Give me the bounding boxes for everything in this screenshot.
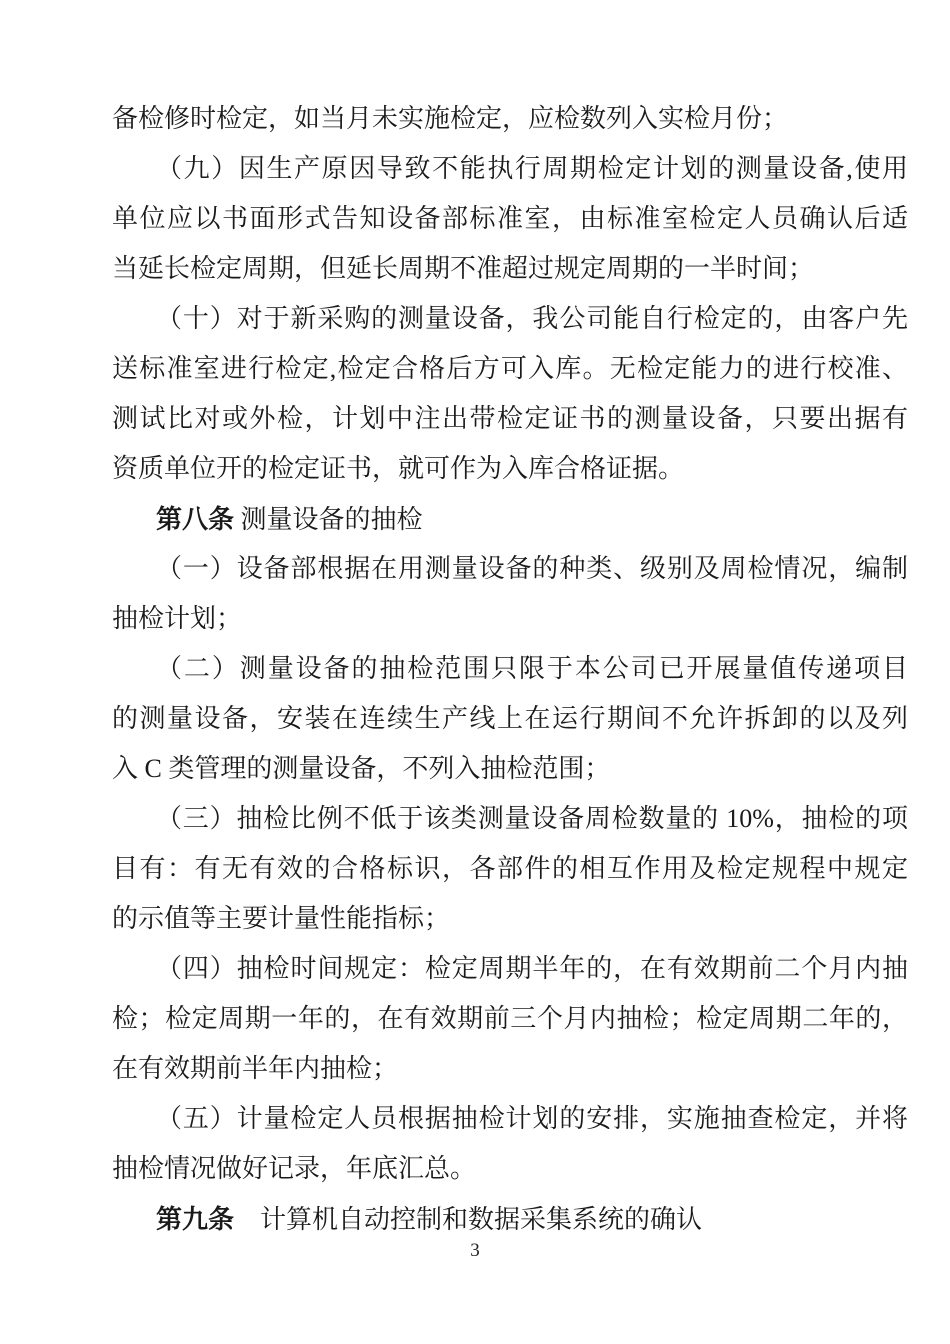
text-line: [112, 594, 908, 644]
line-text: 单位应以书面形式告知设备部标准室，由标准室检定人员确认后适: [112, 204, 908, 233]
line-text: （二）测量设备的抽检范围只限于本公司已开展量值传递项目: [156, 654, 908, 683]
line-text: 入 C 类管理的测量设备，不列入抽检范围；: [112, 754, 611, 783]
text-line: [112, 944, 908, 994]
text-line: [112, 444, 908, 494]
line-text: 计算机自动控制和数据采集系统的确认: [234, 1205, 703, 1234]
line-text: 抽检情况做好记录，年底汇总。: [112, 1154, 477, 1183]
line-text: （十）对于新采购的测量设备，我公司能自行检定的，由客户先: [156, 304, 908, 333]
line-text: 在有效期前半年内抽检；: [112, 1054, 399, 1083]
line-text: 测量设备的抽检: [234, 505, 423, 534]
text-line: [112, 894, 908, 944]
line-text: 备检修时检定，如当月未实施检定，应检数列入实检月份；: [112, 104, 789, 133]
text-line: [112, 544, 908, 594]
text-line: [112, 194, 908, 244]
line-text: 送标准室进行检定,检定合格后方可入库。无检定能力的进行校准、: [112, 354, 908, 383]
line-text: 目有：有无有效的合格标识，各部件的相互作用及检定规程中规定: [112, 854, 908, 883]
article-number-bold: 第九条: [156, 1204, 235, 1234]
line-text: 资质单位开的检定证书，就可作为入库合格证据。: [112, 454, 685, 483]
text-line: [112, 344, 908, 394]
line-text: 测试比对或外检，计划中注出带检定证书的测量设备，只要出据有: [112, 404, 908, 433]
line-text: 抽检计划；: [112, 604, 243, 633]
text-line: [112, 994, 908, 1044]
line-text: （一）设备部根据在用测量设备的种类、级别及周检情况，编制: [156, 554, 908, 583]
text-line: [112, 94, 908, 144]
document-body: [112, 94, 908, 1244]
line-text: 当延长检定周期，但延长周期不准超过规定周期的一半时间；: [112, 254, 815, 283]
line-text: （三）抽检比例不低于该类测量设备周检数量的 10%，抽检的项: [156, 804, 908, 833]
text-line: [112, 1194, 908, 1244]
text-line: [112, 1044, 908, 1094]
line-text: （九）因生产原因导致不能执行周期检定计划的测量设备,使用: [156, 154, 908, 183]
line-text: （四）抽检时间规定：检定周期半年的，在有效期前二个月内抽: [156, 954, 908, 983]
text-line: [112, 1144, 908, 1194]
text-line: [112, 844, 908, 894]
line-text: 的示值等主要计量性能指标；: [112, 904, 451, 933]
article-number-bold: 第八条: [156, 504, 235, 534]
text-line: [112, 294, 908, 344]
text-line: [112, 644, 908, 694]
line-text: 检；检定周期一年的，在有效期前三个月内抽检；检定周期二年的，: [112, 1004, 908, 1033]
text-line: [112, 694, 908, 744]
page-number: 3: [470, 1240, 480, 1261]
line-text: 的测量设备，安装在连续生产线上在运行期间不允许拆卸的以及列: [112, 704, 908, 733]
text-line: [112, 744, 908, 794]
line-text: （五）计量检定人员根据抽检计划的安排，实施抽查检定，并将: [156, 1104, 908, 1133]
text-line: [112, 1094, 908, 1144]
text-line: [112, 494, 908, 544]
text-line: [112, 794, 908, 844]
text-line: [112, 144, 908, 194]
text-line: [112, 244, 908, 294]
text-line: [112, 394, 908, 444]
